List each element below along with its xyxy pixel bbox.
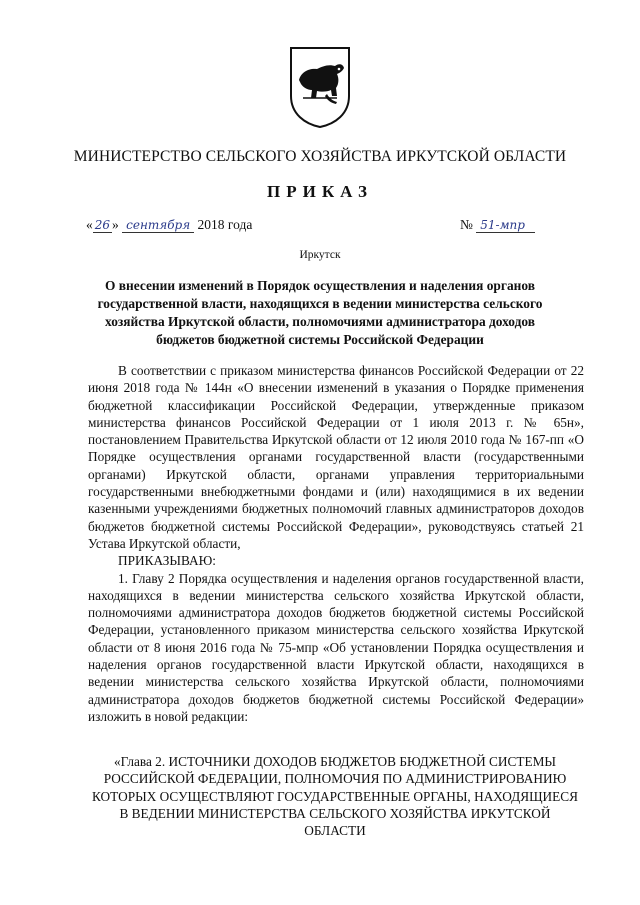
date-year: 2018 года xyxy=(197,217,253,232)
date-close-quote: » xyxy=(112,217,119,232)
number-value: 51-мпр xyxy=(476,218,535,233)
number-prefix: № xyxy=(460,217,473,232)
date-open-quote: « xyxy=(86,217,93,232)
order-body xyxy=(88,362,584,725)
order-date xyxy=(86,217,252,233)
order-keyword: ПРИКАЗЫВАЮ: xyxy=(118,553,216,569)
date-month: сентября xyxy=(122,218,194,233)
item-1-paragraph: 1. Главу 2 Порядка осуществления и наделения органов государственной власти, находящихся в ведении министерства сельского хозяйства Иркутской области, полномочиями администратора доходов бюджетов бюджетной системы Российской Федерации, установленного приказом министерства сельского хозяйства Иркутской области от 8 июня 2016 года № 75-мпр «Об установлении Порядка осуществления и наделения органов государственной власти Иркутской области, находящихся в ведении министерства сельского хозяйства Иркутской области, полномочиями администратора доходов бюджетов бюджетной системы Российской Федерации» изложить в новой редакции: xyxy=(88,570,584,724)
ministry-name: МИНИСТЕРСТВО СЕЛЬСКОГО ХОЗЯЙСТВА ИРКУТСКОЙ ОБЛАСТИ xyxy=(73,148,567,165)
document-type-title: ПРИКАЗ xyxy=(267,182,373,201)
preamble-paragraph: В соответствии с приказом министерства финансов Российской Федерации от 22 июня 2018 года № 144н «О внесении изменений в указания о Порядке применения бюджетной классификации Российской Федерации, утвержденные приказом министерства финансов Российской Федерации от 1 июля 2013 г. № 65н», постановлением Правительства Иркутской области от 12 июля 2010 года № 167-пп «О Порядке осуществления органами государственной власти (государственными органами) Иркутской области, органами управления территориальными государственными внебюджетными фондами и (или) находящимися в их ведении казенными учреждениями бюджетных полномочий главных администраторов доходов бюджетов бюджетной системы Российской Федерации», руководствуясь статьей 21 Устава Иркутской области, xyxy=(88,363,584,551)
date-day: 26 xyxy=(94,218,111,232)
city-name: Иркутск xyxy=(299,249,341,261)
order-subject: О внесении изменений в Порядок осуществления и наделения органов государственной власти, находящихся в ведении министерства сельского хозяйства Иркутской области, полномочиями администратора доходов бюджетов бюджетной системы Российской Федерации xyxy=(97,278,543,347)
chapter-heading: «Глава 2. ИСТОЧНИКИ ДОХОДОВ БЮДЖЕТОВ БЮДЖЕТНОЙ СИСТЕМЫ РОССИЙСКОЙ ФЕДЕРАЦИИ, ПОЛНОМОЧИЯ ПО АДМИНИСТРИРОВАНИЮ КОТОРЫХ ОСУЩЕСТВЛЯЮТ ГОСУДАРСТВЕННЫЕ ОРГАНЫ, НАХОДЯЩИЕСЯ В ВЕДЕНИИ МИНИСТЕРСТВА СЕЛЬСКОГО ХОЗЯЙСТВА ИРКУТСКОЙ ОБЛАСТИ xyxy=(92,754,578,839)
order-number xyxy=(460,217,535,233)
irkutsk-coat-of-arms-icon xyxy=(287,46,353,128)
